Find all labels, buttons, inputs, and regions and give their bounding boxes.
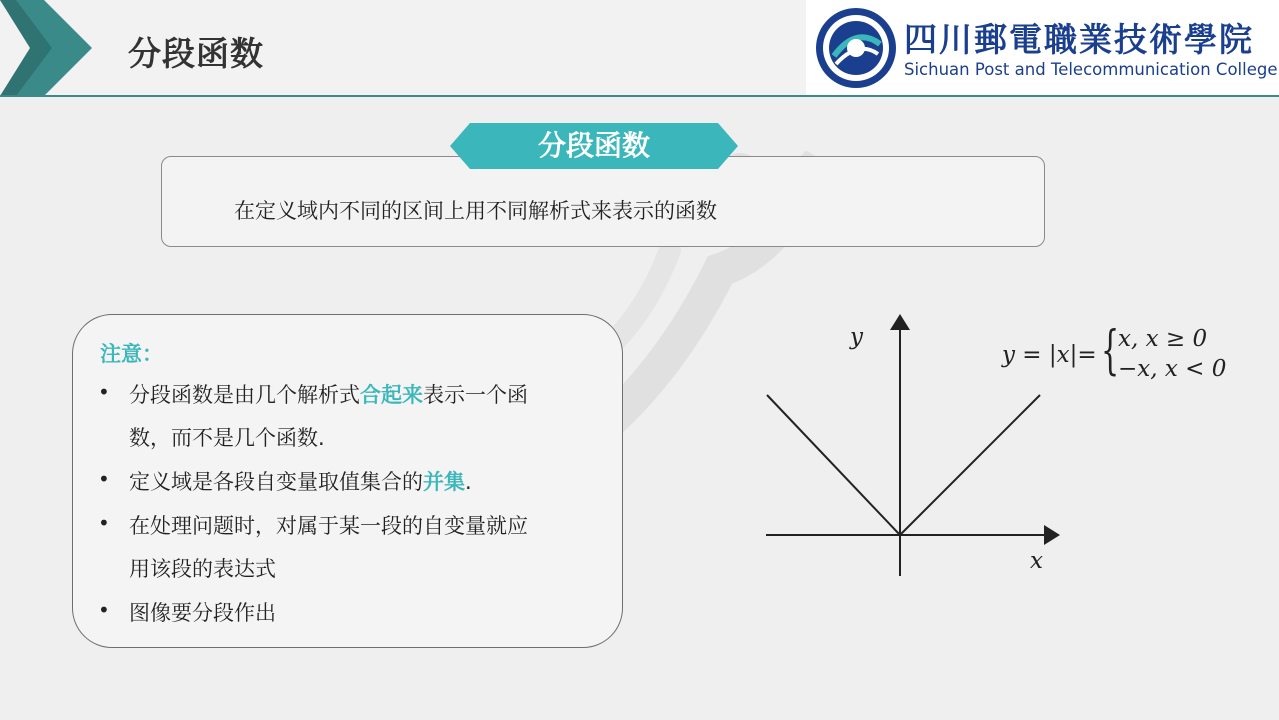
note-title: 注意： — [100, 342, 163, 366]
bullet-icon: • — [98, 598, 110, 622]
x-axis-label: x — [1030, 548, 1043, 574]
bullet-icon: • — [98, 511, 110, 535]
note-item-4-line-1: 图像要分段作出 — [129, 601, 276, 625]
definition-banner-label: 分段函数 — [537, 129, 650, 162]
formula-case-1: x, x ≥ 0 — [1118, 326, 1208, 352]
left-branch-line — [767, 395, 900, 535]
note-item-1-line-2: 数，而不是几个函数. — [129, 426, 325, 450]
note-item-3-line-2: 用该段的表达式 — [129, 557, 276, 581]
note-item-3-line-1: 在处理问题时，对属于某一段的自变量就应 — [129, 514, 528, 538]
y-axis-label: y — [850, 324, 863, 350]
bullet-icon: • — [98, 467, 110, 491]
definition-text: 在定义域内不同的区间上用不同解析式来表示的函数 — [234, 199, 717, 223]
formula-lhs: y = |x|= — [1002, 342, 1097, 368]
page-title: 分段函数 — [128, 34, 264, 73]
bullet-icon: • — [98, 380, 110, 404]
header-bar — [0, 0, 1279, 97]
brace-glyph: { — [1101, 321, 1120, 381]
right-branch-line — [900, 395, 1040, 535]
college-name-en: Sichuan Post and Telecommunication College — [904, 60, 1278, 79]
college-emblem-icon — [814, 6, 898, 90]
formula-case-2: −x, x < 0 — [1118, 356, 1227, 382]
header-divider — [0, 95, 1279, 97]
college-name-cn: 四川郵電職業技術學院 — [904, 20, 1254, 59]
college-logo — [806, 0, 1279, 95]
note-item-1-line-1: 分段函数是由几个解析式合起来表示一个函 — [129, 383, 528, 407]
note-item-2-line-1: 定义域是各段自变量取值集合的并集. — [129, 470, 472, 494]
chevron-arrow-icon — [0, 0, 100, 96]
